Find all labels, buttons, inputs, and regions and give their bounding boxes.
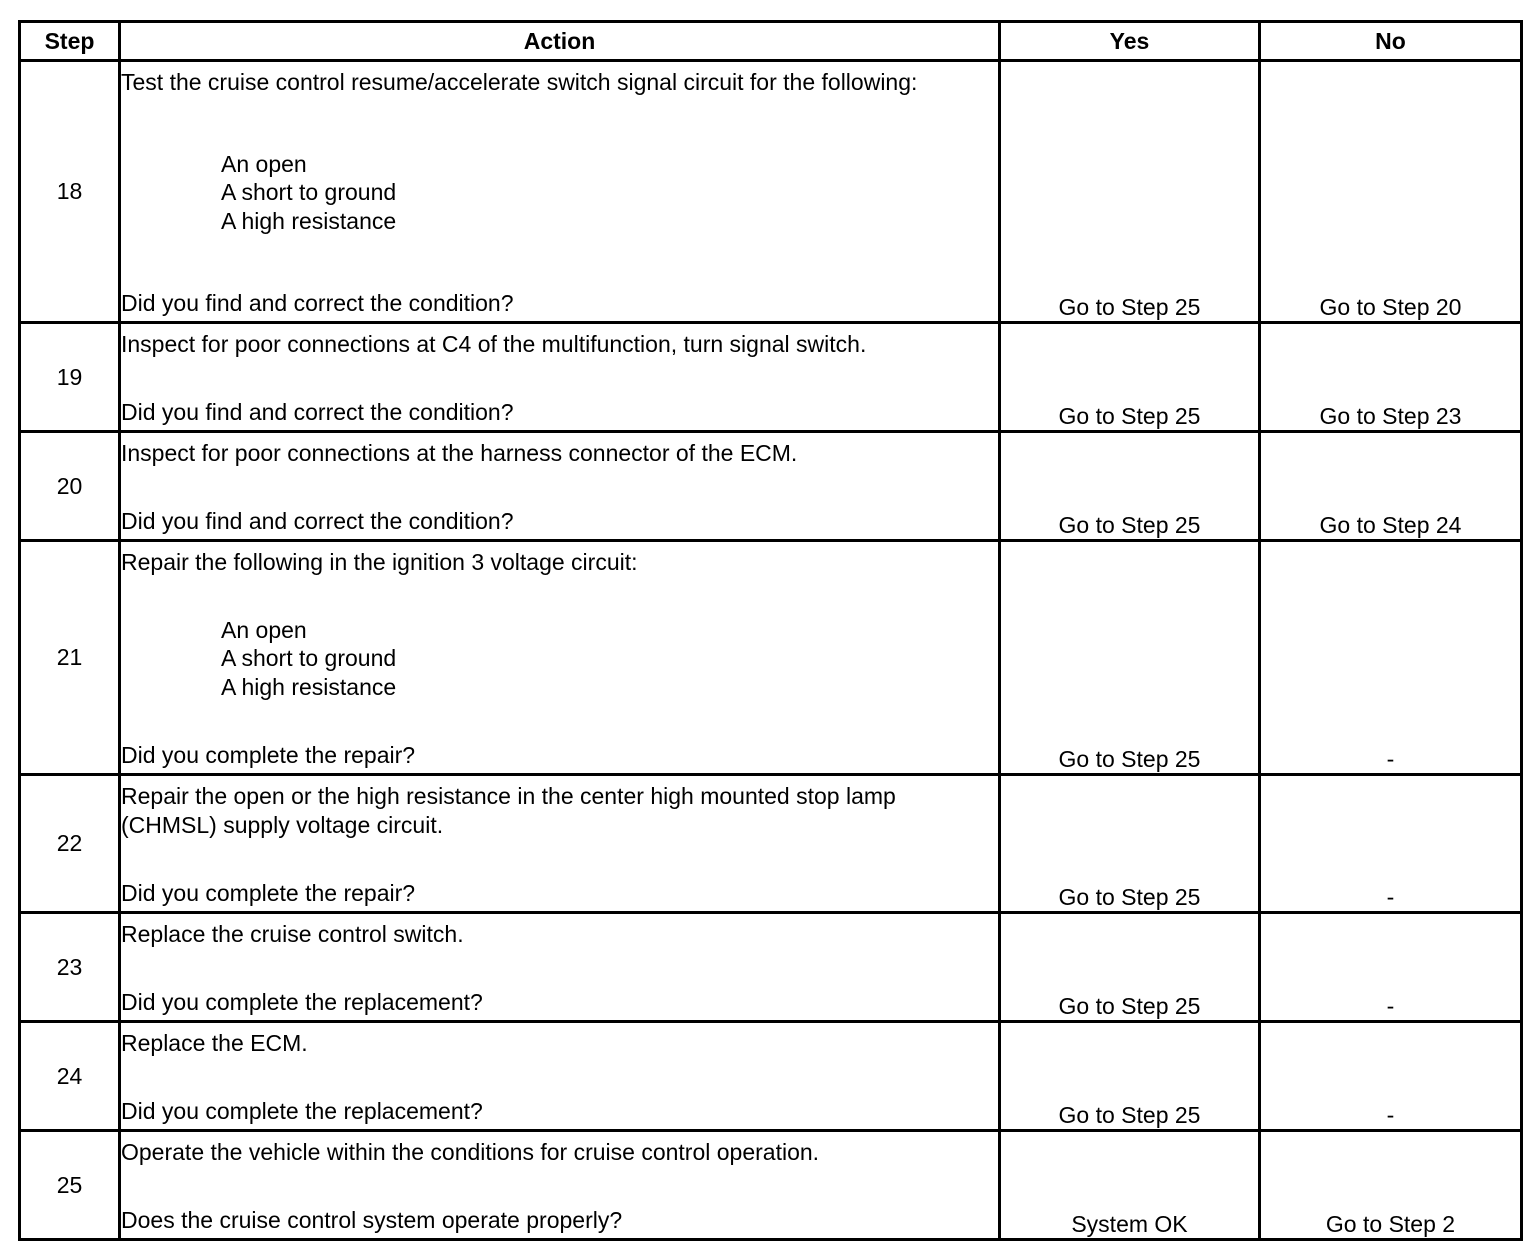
step-number: 19 (20, 323, 120, 432)
table-body (20, 61, 1522, 1240)
action-question: Did you find and correct the condition? (121, 398, 514, 425)
action-instruction: Repair the following in the ignition 3 voltage circuit: (121, 549, 638, 575)
action-instruction: Test the cruise control resume/accelerate switch signal circuit for the following: (121, 69, 918, 95)
step-number: 21 (20, 541, 120, 775)
diagnostic-table (18, 20, 1523, 1241)
condition-list (121, 150, 998, 236)
table-row (20, 432, 1522, 541)
no-result: Go to Step 24 (1260, 432, 1522, 541)
action-content (121, 324, 998, 430)
action-question: Does the cruise control system operate properly? (121, 1206, 623, 1233)
action-content (121, 914, 998, 1020)
condition-item: A high resistance (221, 207, 397, 234)
no-result: - (1260, 1022, 1522, 1131)
action-cell (120, 913, 1000, 1022)
step-number: 23 (20, 913, 120, 1022)
yes-result: System OK (1000, 1131, 1260, 1240)
action-instruction: Replace the ECM. (121, 1030, 308, 1056)
yes-result: Go to Step 25 (1000, 1022, 1260, 1131)
action-question: Did you complete the repair? (121, 741, 416, 768)
action-cell (120, 61, 1000, 323)
action-instruction: Inspect for poor connections at the harness connector of the ECM. (121, 440, 798, 466)
header-row (20, 22, 1522, 61)
no-result: Go to Step 20 (1260, 61, 1522, 323)
step-number: 18 (20, 61, 120, 323)
header-action: Action (120, 22, 1000, 61)
action-cell (120, 541, 1000, 775)
yes-result: Go to Step 25 (1000, 323, 1260, 432)
action-content (121, 1023, 998, 1129)
action-instruction: Repair the open or the high resistance in the center high mounted stop lamp (CHMSL) supply voltage circuit. (121, 783, 896, 838)
header-step: Step (20, 22, 120, 61)
yes-result: Go to Step 25 (1000, 61, 1260, 323)
step-number: 25 (20, 1131, 120, 1240)
action-question: Did you find and correct the condition? (121, 507, 514, 534)
action-cell (120, 1131, 1000, 1240)
step-number: 24 (20, 1022, 120, 1131)
action-instruction: Inspect for poor connections at C4 of the multifunction, turn signal switch. (121, 331, 867, 357)
action-content (121, 542, 998, 773)
step-number: 22 (20, 775, 120, 913)
table-row (20, 323, 1522, 432)
action-cell (120, 323, 1000, 432)
header-yes: Yes (1000, 22, 1260, 61)
table-row (20, 1022, 1522, 1131)
no-result: - (1260, 913, 1522, 1022)
action-content (121, 433, 998, 539)
action-content (121, 62, 998, 321)
header-no: No (1260, 22, 1522, 61)
table-row (20, 775, 1522, 913)
step-number: 20 (20, 432, 120, 541)
condition-list (121, 616, 998, 702)
yes-result: Go to Step 25 (1000, 913, 1260, 1022)
no-result: Go to Step 23 (1260, 323, 1522, 432)
table-row (20, 541, 1522, 775)
table-row (20, 913, 1522, 1022)
action-question: Did you complete the repair? (121, 879, 416, 906)
action-cell (120, 1022, 1000, 1131)
condition-item: An open (221, 150, 307, 177)
table-row (20, 1131, 1522, 1240)
condition-item: A high resistance (221, 673, 397, 700)
condition-item: A short to ground (221, 645, 397, 672)
action-question: Did you complete the replacement? (121, 1097, 483, 1124)
yes-result: Go to Step 25 (1000, 775, 1260, 913)
action-cell (120, 432, 1000, 541)
no-result: - (1260, 541, 1522, 775)
table-row (20, 61, 1522, 323)
condition-item: A short to ground (221, 179, 397, 206)
action-question: Did you complete the replacement? (121, 988, 483, 1015)
condition-item: An open (221, 616, 307, 643)
no-result: - (1260, 775, 1522, 913)
action-instruction: Operate the vehicle within the conditions for cruise control operation. (121, 1139, 820, 1165)
action-question: Did you find and correct the condition? (121, 289, 514, 316)
action-instruction: Replace the cruise control switch. (121, 921, 464, 947)
action-content (121, 776, 998, 911)
no-result: Go to Step 2 (1260, 1131, 1522, 1240)
action-cell (120, 775, 1000, 913)
yes-result: Go to Step 25 (1000, 432, 1260, 541)
action-content (121, 1132, 998, 1238)
yes-result: Go to Step 25 (1000, 541, 1260, 775)
